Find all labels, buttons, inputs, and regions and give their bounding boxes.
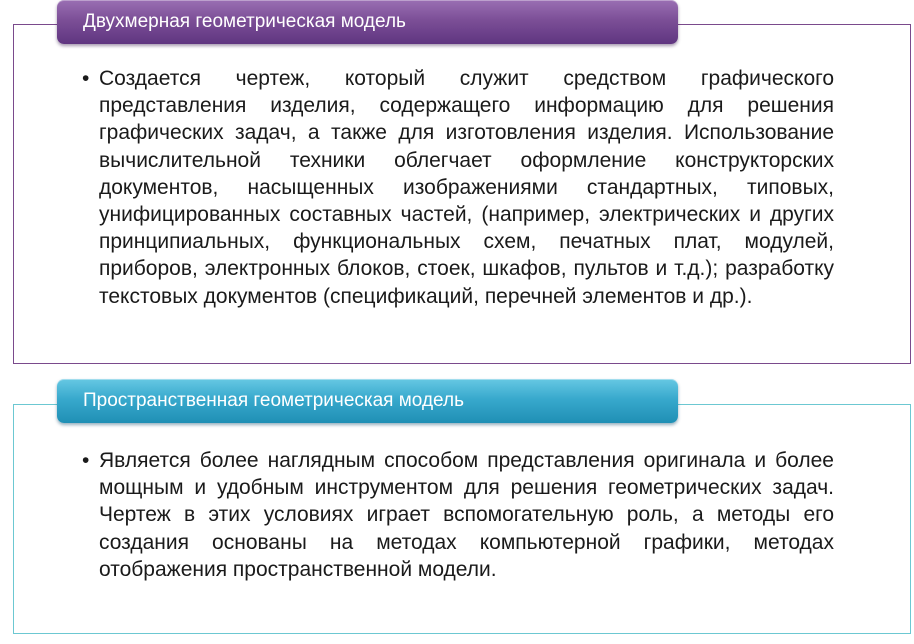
section-3d-model-text: Является более наглядным способом представления оригинала и более мощным и удобным инструментом для решения геометрических задач. Чертеж в этих условиях играет вспомогательную роль, а методы его создания основаны на методах компьютерной графики, методах отображения пространственной модели.	[99, 449, 834, 581]
section-2d-model-content	[82, 65, 834, 310]
bullet-icon: •	[82, 449, 90, 472]
list-item	[82, 65, 834, 310]
section-2d-model-title: Двухмерная геометрическая модель	[57, 0, 678, 44]
list-item	[82, 447, 834, 583]
section-3d-model-title: Пространственная геометрическая модель	[57, 379, 678, 423]
section-3d-model-content	[82, 447, 834, 583]
section-2d-model-text: Создается чертеж, который служит средством графического представления изделия, содержащего информацию для решения графических задач, а также для изготовления изделия. Использование вычислительной техники облегчает оформление конструкторских документов, насыщенных изображениями стандартных, типовых, унифицированных составных частей, (например, электрических и других принципиальных, функциональных схем, печатных плат, модулей, приборов, электронных блоков, стоек, шкафов, пультов и т.д.); разработку текстовых документов (спецификаций, перечней элементов и др.).	[99, 67, 834, 308]
bullet-icon: •	[82, 67, 90, 90]
